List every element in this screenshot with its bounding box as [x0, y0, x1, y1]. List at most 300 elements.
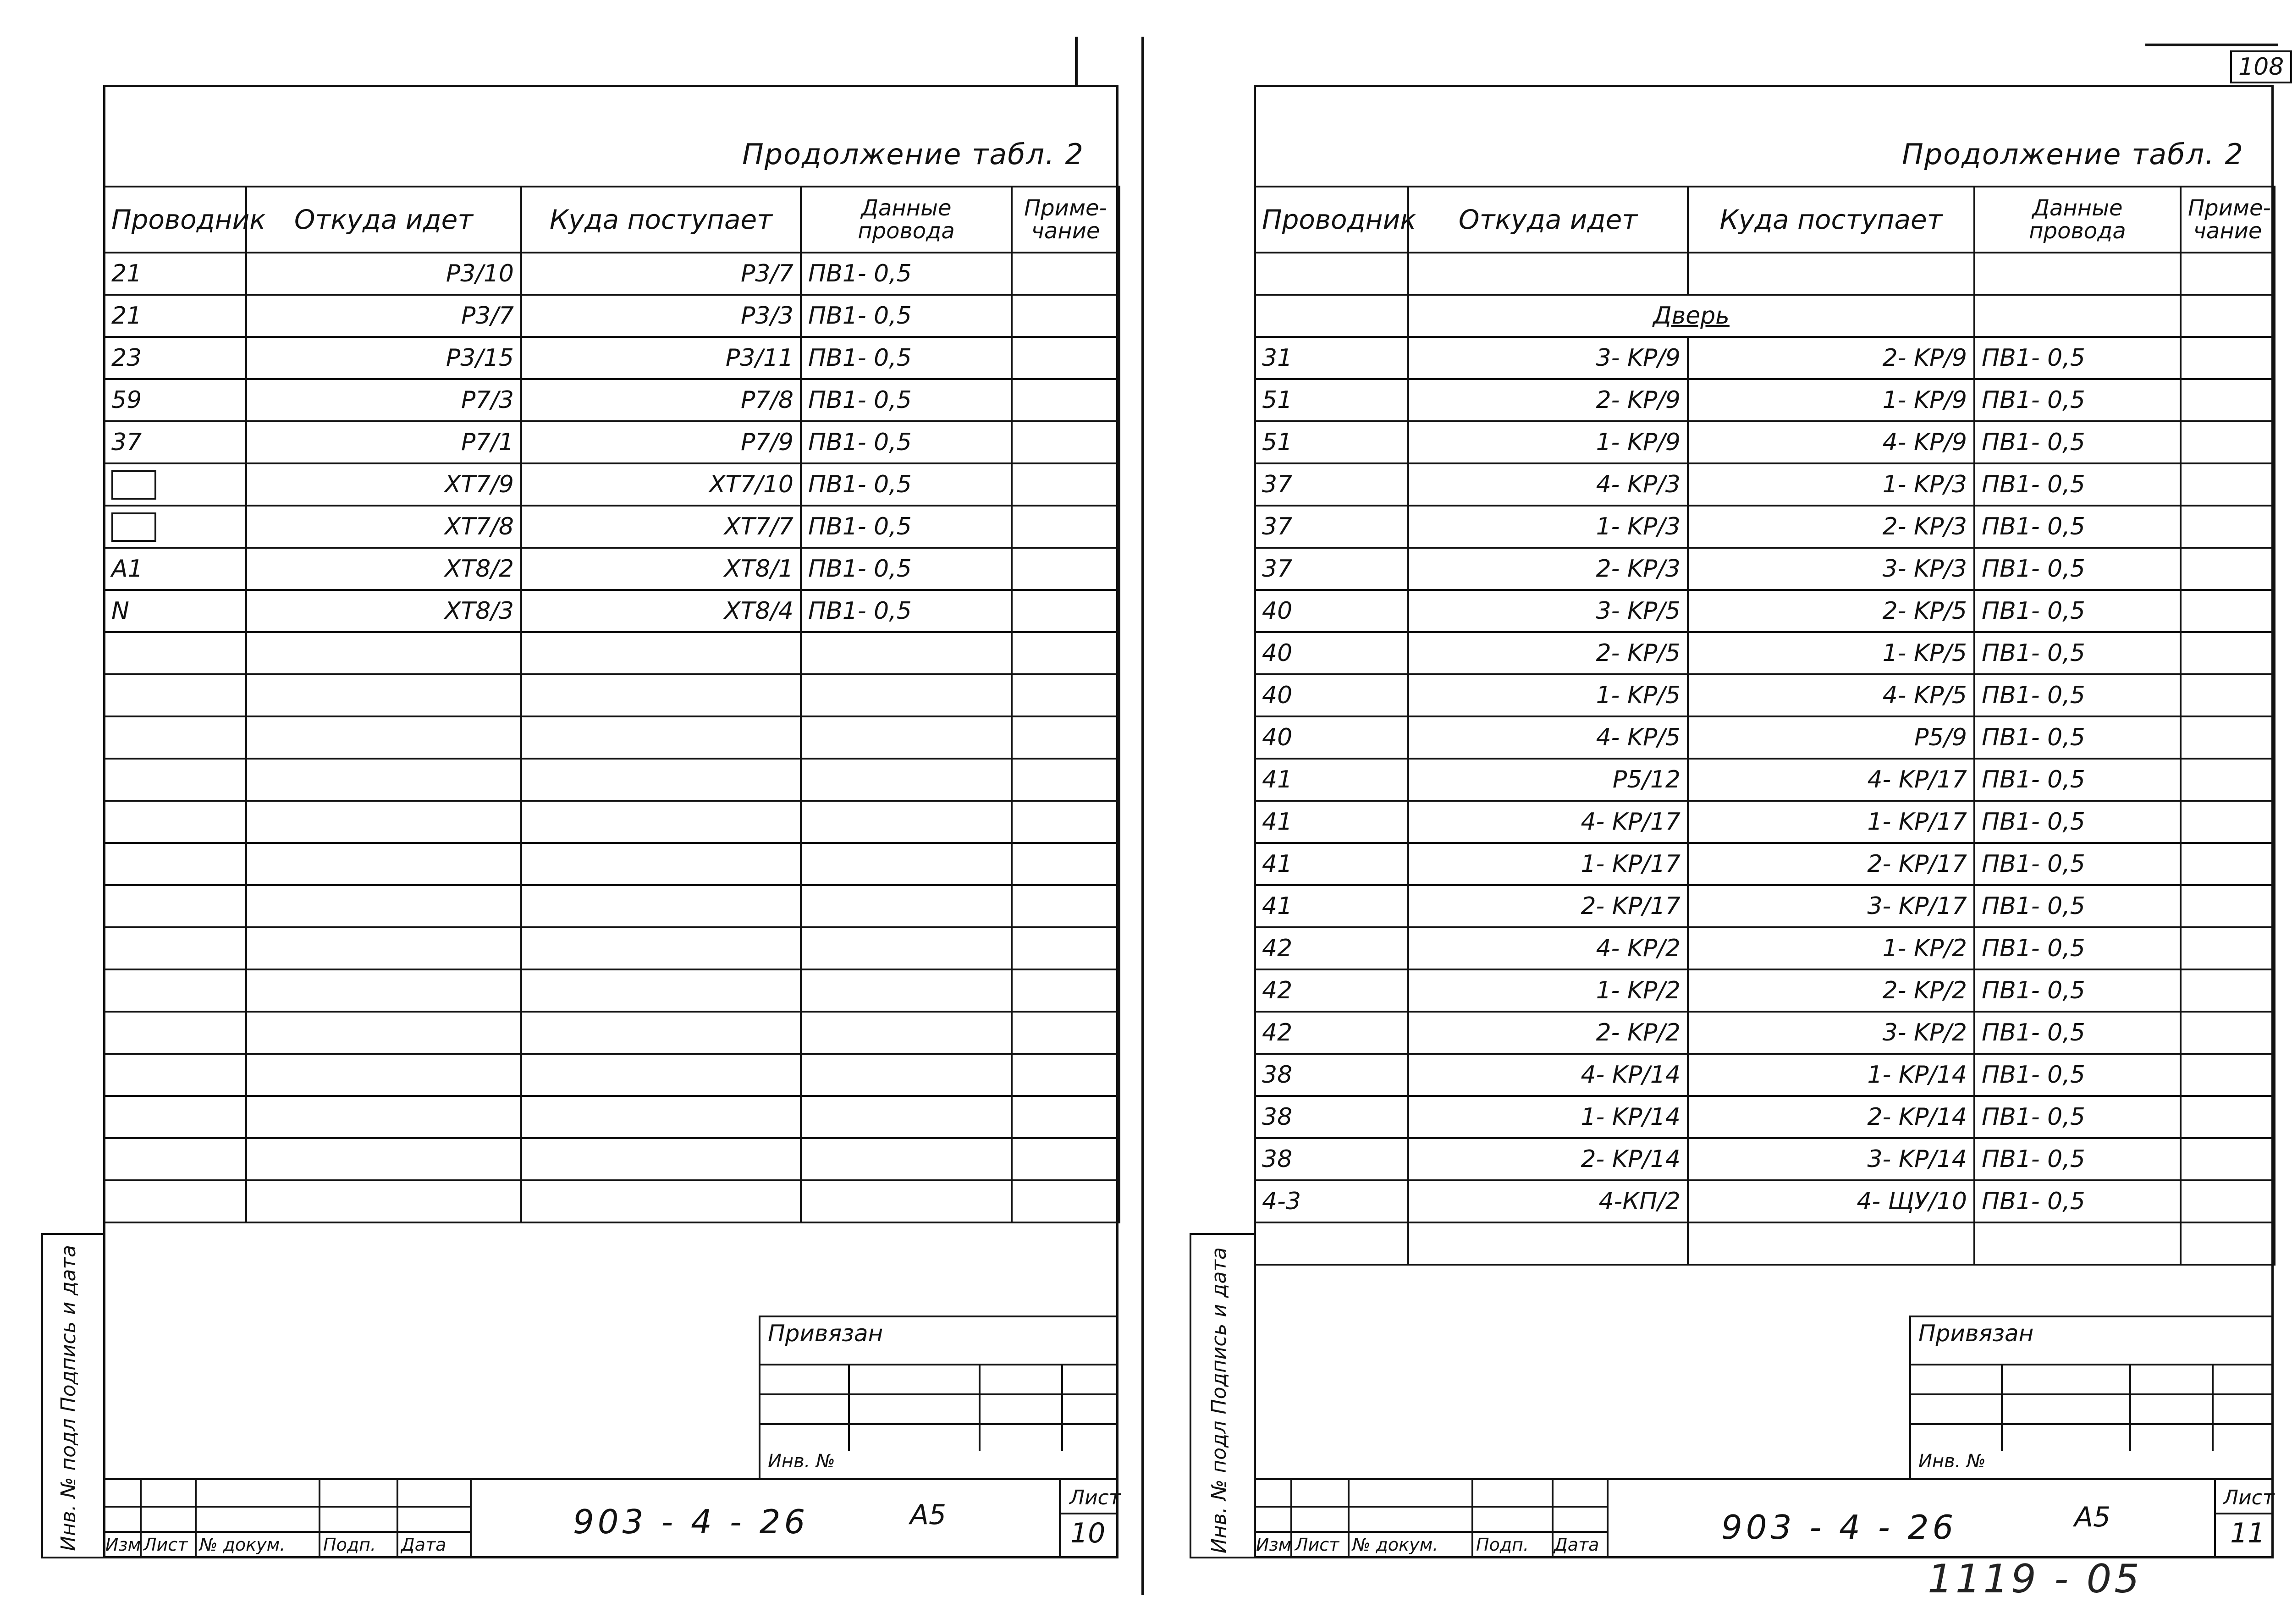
cell-conductor: A1 [104, 548, 246, 590]
cell-wire-data: ПВ1- 0,5 [801, 253, 1012, 295]
right-title-block [1254, 1316, 2274, 1558]
left-wiring-table [103, 186, 1120, 1223]
cell-to: 2- KP/17 [1688, 843, 1974, 885]
empty-cell [801, 716, 1012, 759]
empty-cell [521, 1138, 801, 1180]
cell-wire-data: ПВ1- 0,5 [1974, 1096, 2181, 1138]
left-col-doc: № докум. [199, 1535, 286, 1555]
left-inv-label: Инв. № [768, 1451, 835, 1472]
empty-cell [1012, 801, 1119, 843]
cell-wire-data: ПВ1- 0,5 [1974, 337, 2181, 379]
cell-note [2181, 506, 2275, 548]
section-title-door: Дверь [1408, 295, 1974, 337]
right-col-list: Лист [1295, 1535, 1339, 1555]
cell-note [2181, 1096, 2275, 1138]
cell-conductor: 38 [1255, 1096, 1408, 1138]
empty-cell [1012, 632, 1119, 674]
cell-wire-data: ПВ1- 0,5 [1974, 548, 2181, 590]
empty-cell [521, 674, 801, 716]
cell-to: 3- KP/14 [1688, 1138, 1974, 1180]
empty-cell [246, 927, 521, 969]
empty-cell [104, 674, 246, 716]
cell-from: 4-КП/2 [1408, 1180, 1688, 1222]
left-sheet-title: Продолжение табл. 2 [742, 138, 1084, 171]
cell-note [2181, 1138, 2275, 1180]
cell-to: P5/9 [1688, 716, 1974, 759]
left-title-block [103, 1316, 1121, 1558]
cell-from: P5/12 [1408, 759, 1688, 801]
cell-note [2181, 632, 2275, 674]
cell-from: 4- KP/5 [1408, 716, 1688, 759]
empty-cell [1255, 1222, 1408, 1265]
cell-wire-data: ПВ1- 0,5 [801, 506, 1012, 548]
empty-cell [1974, 1222, 2181, 1265]
cell-to: XT8/1 [521, 548, 801, 590]
cell-conductor: 42 [1255, 1012, 1408, 1054]
section-row [1255, 295, 2275, 337]
empty-cell [1012, 927, 1119, 969]
cell-conductor: N [104, 590, 246, 632]
cell-to: 2- KP/2 [1688, 969, 1974, 1012]
left-project-code: 903 - 4 - 26 [573, 1503, 809, 1541]
empty-row [104, 801, 1119, 843]
right-col-sign: Подп. [1476, 1535, 1529, 1555]
cell-to: XT7/7 [521, 506, 801, 548]
left-col-list: Лист [143, 1535, 188, 1555]
empty-cell [521, 1054, 801, 1096]
header-wire-data: Данные провода [801, 187, 1012, 253]
cell-from: P3/7 [246, 295, 521, 337]
cell-wire-data: ПВ1- 0,5 [801, 463, 1012, 506]
cell-wire-data: ПВ1- 0,5 [1974, 674, 2181, 716]
cell-to: 3- KP/3 [1688, 548, 1974, 590]
empty-cell [1012, 1054, 1119, 1096]
cell-conductor: 59 [104, 379, 246, 421]
empty-cell [801, 632, 1012, 674]
cell-conductor: 41 [1255, 801, 1408, 843]
cell-to: 1- KP/3 [1688, 463, 1974, 506]
cell-from: 3- KP/5 [1408, 590, 1688, 632]
fold-line [1141, 37, 1144, 1595]
empty-cell [801, 927, 1012, 969]
cell-note [1012, 421, 1119, 463]
cell-note [2181, 716, 2275, 759]
empty-cell [801, 1054, 1012, 1096]
cell-wire-data: ПВ1- 0,5 [801, 337, 1012, 379]
table-row [1255, 801, 2275, 843]
table-row [1255, 927, 2275, 969]
table-row [104, 337, 1119, 379]
cell-wire-data: ПВ1- 0,5 [801, 295, 1012, 337]
cell-conductor: 31 [1255, 337, 1408, 379]
header-to: Куда поступает [521, 187, 801, 253]
cell-from: 2- KP/9 [1408, 379, 1688, 421]
empty-cell [1688, 1222, 1974, 1265]
cell-to: 1- KP/5 [1688, 632, 1974, 674]
empty-row [104, 1138, 1119, 1180]
cell-from: 2- KP/2 [1408, 1012, 1688, 1054]
table-row [1255, 759, 2275, 801]
cell-note [2181, 548, 2275, 590]
cell-wire-data: ПВ1- 0,5 [801, 421, 1012, 463]
cell-to: 1- KP/14 [1688, 1054, 1974, 1096]
empty-cell [1012, 716, 1119, 759]
right-col-izm: Изм [1256, 1535, 1292, 1555]
cell-note [2181, 1180, 2275, 1222]
cell-to: 2- KP/5 [1688, 590, 1974, 632]
cell-conductor: 23 [104, 337, 246, 379]
empty-cell [1012, 759, 1119, 801]
left-table-header [104, 187, 1119, 253]
cell-from: 1- KP/3 [1408, 506, 1688, 548]
cell-to: 4- KP/5 [1688, 674, 1974, 716]
cell-conductor: 51 [1255, 379, 1408, 421]
cell-from: P3/15 [246, 337, 521, 379]
empty-cell [104, 716, 246, 759]
cell-from: 4- KP/14 [1408, 1054, 1688, 1096]
cell-from: 1- KP/5 [1408, 674, 1688, 716]
cell-to: 2- KP/9 [1688, 337, 1974, 379]
cell-from: 2- KP/14 [1408, 1138, 1688, 1180]
cell-note [1012, 337, 1119, 379]
empty-row [104, 843, 1119, 885]
cell-from: 2- KP/5 [1408, 632, 1688, 674]
cell-from: XT8/2 [246, 548, 521, 590]
empty-cell [521, 632, 801, 674]
table-row [1255, 253, 2275, 295]
table-row [1255, 1138, 2275, 1180]
blank-marker-box [111, 470, 156, 500]
cell-wire-data: ПВ1- 0,5 [1974, 379, 2181, 421]
table-row [104, 590, 1119, 632]
cell-conductor [104, 506, 246, 548]
empty-row [104, 969, 1119, 1012]
empty-cell [104, 843, 246, 885]
cell-wire-data: ПВ1- 0,5 [1974, 463, 2181, 506]
cell-to: 1- KP/17 [1688, 801, 1974, 843]
cell-conductor: 37 [1255, 506, 1408, 548]
table-row [104, 295, 1119, 337]
table-row [1255, 1012, 2275, 1054]
empty-row [104, 632, 1119, 674]
cell-conductor: 38 [1255, 1138, 1408, 1180]
empty-cell [1012, 674, 1119, 716]
cell-note [2181, 337, 2275, 379]
cell-wire-data: ПВ1- 0,5 [1974, 632, 2181, 674]
empty-cell [801, 1180, 1012, 1222]
right-side-strip [1190, 1233, 1256, 1558]
empty-cell [1012, 843, 1119, 885]
cell-from: 1- KP/14 [1408, 1096, 1688, 1138]
table-row [104, 506, 1119, 548]
cell-conductor [104, 463, 246, 506]
cell-conductor: 51 [1255, 421, 1408, 463]
cell-note [2181, 759, 2275, 801]
cell-note [2181, 674, 2275, 716]
cell-note [1012, 548, 1119, 590]
cell-wire-data: ПВ1- 0,5 [1974, 506, 2181, 548]
cell-to: 3- KP/2 [1688, 1012, 1974, 1054]
cell-note [2181, 1012, 2275, 1054]
header-from: Откуда идет [246, 187, 521, 253]
table-row [104, 379, 1119, 421]
cell-from: 3- KP/9 [1408, 337, 1688, 379]
cell-conductor: 37 [1255, 548, 1408, 590]
table-row [104, 548, 1119, 590]
table-row [1255, 590, 2275, 632]
table-row [1255, 843, 2275, 885]
empty-cell [246, 885, 521, 927]
cell-wire-data: ПВ1- 0,5 [1974, 759, 2181, 801]
cell-from: XT7/9 [246, 463, 521, 506]
cell-conductor: 40 [1255, 716, 1408, 759]
cell-note [2181, 927, 2275, 969]
empty-cell [521, 801, 801, 843]
table-row [1255, 885, 2275, 927]
binding-line-right-top [2145, 44, 2278, 46]
cell-note [2181, 969, 2275, 1012]
cell-wire-data: ПВ1- 0,5 [801, 590, 1012, 632]
cell-conductor: 42 [1255, 969, 1408, 1012]
empty-cell [801, 969, 1012, 1012]
cell-wire-data: ПВ1- 0,5 [1974, 885, 2181, 927]
cell-to: P3/3 [521, 295, 801, 337]
table-row [1255, 379, 2275, 421]
right-sheet-label: Лист [2223, 1486, 2275, 1509]
cell-from: 4- KP/3 [1408, 463, 1688, 506]
empty-cell [104, 801, 246, 843]
empty-row [104, 1012, 1119, 1054]
cell-wire-data: ПВ1- 0,5 [1974, 801, 2181, 843]
empty-cell [2181, 1222, 2275, 1265]
cell-to: 1- KP/2 [1688, 927, 1974, 969]
empty-cell [521, 1180, 801, 1222]
cell-from: P7/3 [246, 379, 521, 421]
left-sheet-number: 10 [1070, 1517, 1106, 1549]
empty-cell [246, 1012, 521, 1054]
cell-conductor: 4-3 [1255, 1180, 1408, 1222]
table-row [104, 463, 1119, 506]
cell-conductor: 21 [104, 253, 246, 295]
empty-row [104, 927, 1119, 969]
empty-cell [104, 969, 246, 1012]
cell-note [2181, 885, 2275, 927]
empty-cell [246, 969, 521, 1012]
empty-row [104, 674, 1119, 716]
cell-conductor: 37 [104, 421, 246, 463]
cell-note [1012, 379, 1119, 421]
blank-marker-box [111, 512, 156, 542]
right-bound-label: Привязан [1918, 1320, 2034, 1347]
empty-row [104, 759, 1119, 801]
header-conductor: Проводник [1255, 187, 1408, 253]
right-inv-label: Инв. № [1918, 1451, 1986, 1472]
left-side-strip-text: Инв. № подл Подпись и дата [57, 1244, 80, 1551]
right-side-strip-text: Инв. № подл Подпись и дата [1207, 1247, 1231, 1553]
empty-cell [521, 927, 801, 969]
cell-from: 1- KP/17 [1408, 843, 1688, 885]
cell-conductor: 40 [1255, 590, 1408, 632]
cell-wire-data: ПВ1- 0,5 [1974, 716, 2181, 759]
empty-cell [1012, 1138, 1119, 1180]
cell-to: 4- KP/17 [1688, 759, 1974, 801]
cell-wire-data: ПВ1- 0,5 [1974, 1012, 2181, 1054]
empty-cell [246, 716, 521, 759]
empty-cell [104, 1096, 246, 1138]
empty-cell [104, 1054, 246, 1096]
cell-conductor: 37 [1255, 463, 1408, 506]
cell-to: P3/7 [521, 253, 801, 295]
cell-to: 3- KP/17 [1688, 885, 1974, 927]
cell-conductor: 40 [1255, 632, 1408, 674]
right-page-number: 108 [2230, 50, 2292, 83]
empty-cell [521, 1012, 801, 1054]
header-conductor: Проводник [104, 187, 246, 253]
empty-cell [521, 716, 801, 759]
empty-cell [246, 1138, 521, 1180]
cell-from: P3/10 [246, 253, 521, 295]
empty-cell [801, 1096, 1012, 1138]
empty-cell [1012, 1180, 1119, 1222]
left-table-body [104, 253, 1119, 1222]
right-col-doc: № докум. [1352, 1535, 1438, 1555]
table-row [1255, 969, 2275, 1012]
empty-cell [1012, 1096, 1119, 1138]
cell-note [2181, 421, 2275, 463]
cell-wire-data: ПВ1- 0,5 [801, 548, 1012, 590]
empty-cell [104, 885, 246, 927]
empty-cell [521, 843, 801, 885]
cell-from: 1- KP/9 [1408, 421, 1688, 463]
empty-cell [801, 801, 1012, 843]
table-row [1255, 632, 2275, 674]
cell-note [2181, 1054, 2275, 1096]
empty-row [104, 885, 1119, 927]
right-project-code: 903 - 4 - 26 [1721, 1508, 1957, 1547]
cell-note [2181, 379, 2275, 421]
empty-cell [521, 969, 801, 1012]
right-format: A5 [2074, 1501, 2111, 1533]
empty-cell [521, 885, 801, 927]
empty-cell [801, 759, 1012, 801]
table-row [1255, 1096, 2275, 1138]
header-from: Откуда идет [1408, 187, 1688, 253]
empty-cell [104, 1180, 246, 1222]
table-row [1255, 716, 2275, 759]
cell-note [1012, 253, 1119, 295]
cell-to: XT7/10 [521, 463, 801, 506]
table-row [1255, 1180, 2275, 1222]
left-col-date: Дата [401, 1535, 446, 1555]
empty-row [104, 1096, 1119, 1138]
empty-cell [104, 759, 246, 801]
table-row [1255, 463, 2275, 506]
cell-wire-data: ПВ1- 0,5 [1974, 969, 2181, 1012]
cell-wire-data: ПВ1- 0,5 [1974, 843, 2181, 885]
cell-from: 4- KP/2 [1408, 927, 1688, 969]
right-col-date: Дата [1554, 1535, 1599, 1555]
empty-cell [246, 843, 521, 885]
cell-to: P7/8 [521, 379, 801, 421]
cell-wire-data: ПВ1- 0,5 [1974, 590, 2181, 632]
cell-to: 4- ЩУ/10 [1688, 1180, 1974, 1222]
empty-cell [246, 801, 521, 843]
right-table-header [1255, 187, 2275, 253]
cell-to: XT8/4 [521, 590, 801, 632]
cell-note [1012, 463, 1119, 506]
left-col-sign: Подп. [323, 1535, 376, 1555]
cell-wire-data: ПВ1- 0,5 [1974, 421, 2181, 463]
table-row [1255, 674, 2275, 716]
empty-cell [246, 674, 521, 716]
header-note: Приме- чание [2181, 187, 2275, 253]
cell-conductor: 38 [1255, 1054, 1408, 1096]
cell-to: 4- KP/9 [1688, 421, 1974, 463]
empty-cell [1012, 1012, 1119, 1054]
cell-to: 2- KP/14 [1688, 1096, 1974, 1138]
cell-wire-data: ПВ1- 0,5 [1974, 927, 2181, 969]
table-row [1255, 421, 2275, 463]
cell-note [1012, 506, 1119, 548]
cell-wire-data: ПВ1- 0,5 [801, 379, 1012, 421]
empty-cell [1408, 1222, 1688, 1265]
empty-cell [246, 1054, 521, 1096]
empty-cell [246, 759, 521, 801]
empty-cell [1012, 969, 1119, 1012]
cell-from: XT7/8 [246, 506, 521, 548]
empty-cell [104, 1138, 246, 1180]
left-side-strip [41, 1233, 105, 1558]
empty-row [1255, 1222, 2275, 1265]
table-row [1255, 337, 2275, 379]
empty-cell [246, 1180, 521, 1222]
empty-cell [521, 759, 801, 801]
left-col-izm: Изм [105, 1535, 141, 1555]
cell-from: 2- KP/17 [1408, 885, 1688, 927]
table-row [1255, 548, 2275, 590]
table-row [1255, 506, 2275, 548]
cell-note [2181, 843, 2275, 885]
cell-conductor: 21 [104, 295, 246, 337]
cell-wire-data: ПВ1- 0,5 [1974, 1180, 2181, 1222]
empty-cell [104, 927, 246, 969]
cell-conductor: 41 [1255, 885, 1408, 927]
header-note: Приме- чание [1012, 187, 1119, 253]
left-format: A5 [910, 1499, 947, 1531]
empty-cell [104, 1012, 246, 1054]
cell-from: 2- KP/3 [1408, 548, 1688, 590]
cell-conductor: 41 [1255, 843, 1408, 885]
empty-cell [1012, 885, 1119, 927]
empty-cell [521, 1096, 801, 1138]
left-sheet-label: Лист [1069, 1486, 1121, 1509]
cell-from: XT8/3 [246, 590, 521, 632]
empty-cell [246, 632, 521, 674]
cell-to: P7/9 [521, 421, 801, 463]
empty-cell [801, 843, 1012, 885]
empty-cell [801, 1012, 1012, 1054]
archive-number: 1119 - 05 [1928, 1556, 2143, 1602]
cell-wire-data: ПВ1- 0,5 [1974, 1138, 2181, 1180]
right-wiring-table [1254, 186, 2275, 1266]
right-sheet-number: 11 [2230, 1517, 2265, 1549]
empty-row [104, 716, 1119, 759]
table-row [104, 253, 1119, 295]
empty-cell [801, 885, 1012, 927]
cell-note [2181, 590, 2275, 632]
header-wire-data: Данные провода [1974, 187, 2181, 253]
cell-note [2181, 801, 2275, 843]
